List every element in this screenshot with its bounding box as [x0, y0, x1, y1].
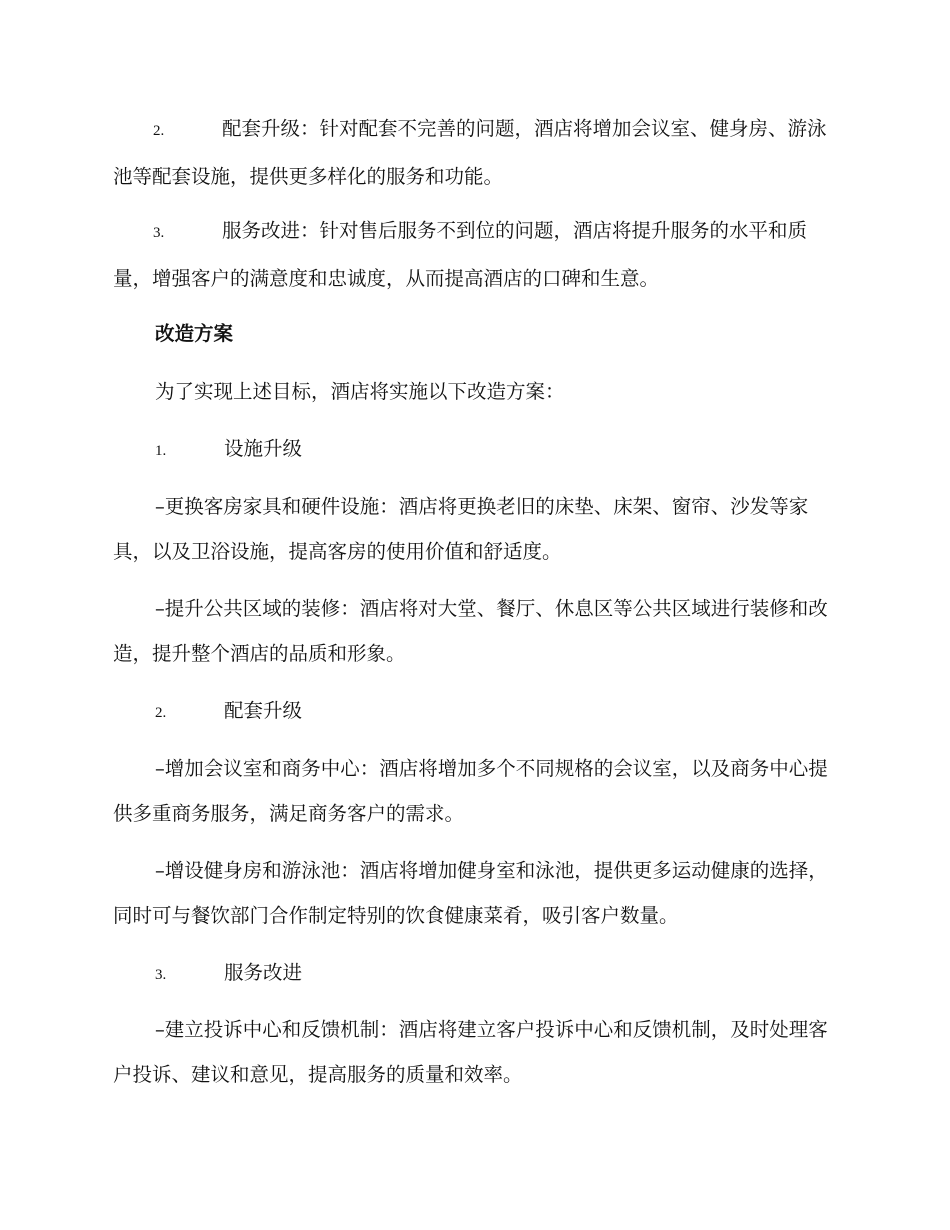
list-number: 3. [155, 967, 167, 983]
section-heading: 改造方案 [155, 322, 234, 345]
paragraph-service-improvement [113, 208, 835, 301]
list-number: 2. [155, 705, 167, 721]
list-number: 3. [153, 225, 165, 241]
intro-paragraph: 为了实现上述目标，酒店将实施以下改造方案： [155, 380, 565, 403]
list-item-2-title [155, 688, 302, 736]
list-item-title: 配套升级 [224, 699, 303, 722]
paragraph-text: 配套升级：针对配套不完善的问题，酒店将增加会议室、健身房、游泳池等配套设施，提供更多样化的服务和功能。 [113, 117, 827, 188]
list-item-3-title [155, 950, 302, 998]
list-item-title: 设施升级 [224, 437, 303, 460]
list-item-title: 服务改进 [224, 961, 303, 984]
paragraph-facility-upgrade [113, 106, 835, 199]
list-number: 2. [153, 123, 165, 139]
list-item-2-bullet-2: –增设健身房和游泳池：酒店将增加健身室和泳池，提供更多运动健康的选择，同时可与餐饮部门合作制定特别的饮食健康菜肴，吸引客户数量。 [113, 859, 828, 927]
list-item-2-bullet-1: –增加会议室和商务中心：酒店将增加多个不同规格的会议室，以及商务中心提供多重商务服务，满足商务客户的需求。 [113, 757, 828, 825]
list-item-1-bullet-1: –更换客房家具和硬件设施：酒店将更换老旧的床垫、床架、窗帘、沙发等家具，以及卫浴设施，提高客房的使用价值和舒适度。 [113, 495, 809, 563]
list-number: 1. [155, 443, 167, 459]
list-item-3-bullet-1: –建立投诉中心和反馈机制：酒店将建立客户投诉中心和反馈机制，及时处理客户投诉、建议和意见，提高服务的质量和效率。 [113, 1018, 828, 1086]
list-item-1-title [155, 426, 302, 474]
list-item-1-bullet-2: –提升公共区域的装修：酒店将对大堂、餐厅、休息区等公共区域进行装修和改造，提升整个酒店的品质和形象。 [113, 597, 828, 665]
paragraph-text: 服务改进：针对售后服务不到位的问题，酒店将提升服务的水平和质量，增强客户的满意度和忠诚度，从而提高酒店的口碑和生意。 [113, 219, 808, 290]
